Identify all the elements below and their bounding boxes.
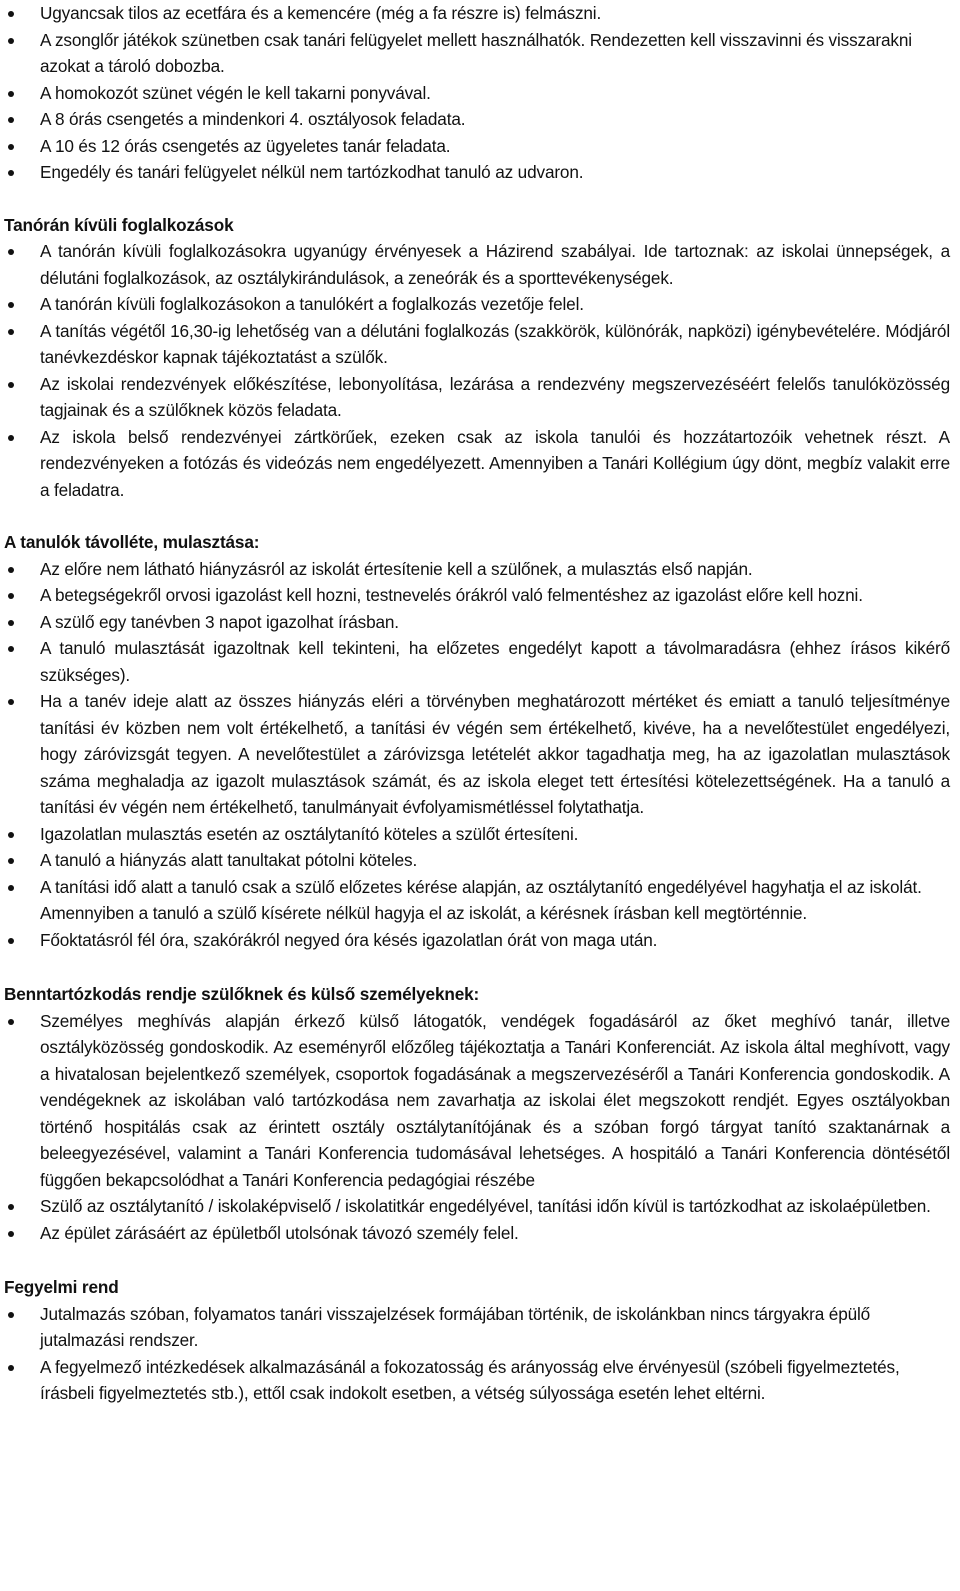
list-item: Személyes meghívás alapján érkező külső látogatók, vendégek fogadásáról az őket meghívó tanár, illetve osztályközösség gondoskodik. Az eseményről előzőleg tájékoztatja a Tanári Konferenciát. Az iskola által meghívott, vagy a hivatalosan bejelentkező személyek, csoportok fogadásának a megszervezéséről a Tanári Konferencia gondoskodik. A vendégeknek az iskolában való tartózkodása nem zavarhatja az iskolai élet megszokott rendjét. Egyes osztályokban történő hospitálás csak az érintett osztály osztálytanítójának és a szóban forgó tárgyat tanító szaktanárnak a beleegyezésével, valamint a Tanári Konferencia tudomásával lehetséges. A hospitáló a Tanári Konferencia döntésétől függően bekapcsolódhat a Tanári Konferencia pedagógiai részébe [0,1008,960,1194]
list-item: Igazolatlan mulasztás esetén az osztálytanító köteles a szülőt értesíteni. [0,821,960,848]
list-item: Szülő az osztálytanító / iskolaképviselő / iskolatitkár engedélyével, tanítási időn kívül is tartózkodhat az iskolaépületben. [0,1193,960,1220]
visitors-list [0,1008,960,1247]
list-item: Az előre nem látható hiányzásról az iskolát értesítenie kell a szülőnek, a mulasztás első napján. [0,556,960,583]
absence-list [0,556,960,954]
list-item: A 8 órás csengetés a mindenkori 4. osztályosok feladata. [0,106,960,133]
list-item: Az épület zárásáért az épületből utolsónak távozó személy felel. [0,1220,960,1247]
list-item: Engedély és tanári felügyelet nélkül nem tartózkodhat tanuló az udvaron. [0,159,960,186]
list-item: A tanórán kívüli foglalkozásokon a tanulókért a foglalkozás vezetője felel. [0,291,960,318]
list-item: A zsonglőr játékok szünetben csak tanári felügyelet mellett használhatók. Rendezetten kell visszavinni és visszarakni azokat a tároló dobozba. [0,27,960,80]
section-heading-visitors: Benntartózkodás rendje szülőknek és külső személyeknek: [4,984,480,1004]
list-item: Az iskolai rendezvények előkészítése, lebonyolítása, lezárása a rendezvény megszervezéséért felelős tanulóközösség tagjainak és a szülőknek közös feladata. [0,371,960,424]
list-item: Főoktatásról fél óra, szakórákról negyed óra késés igazolatlan órát von maga után. [0,927,960,954]
list-item: A tanórán kívüli foglalkozásokra ugyanúgy érvényesek a Házirend szabályai. Ide tartoznak: az iskolai ünnepségek, a délutáni foglalkozások, az osztálykirándulások, a zeneórák és a sporttevékenységek. [0,238,960,291]
list-item: Jutalmazás szóban, folyamatos tanári visszajelzések formájában történik, de iskolánkban nincs tárgyakra épülő jutalmazási rendszer. [0,1301,960,1354]
section-heading-extracurricular: Tanórán kívüli foglalkozások [4,214,234,235]
section-heading-discipline: Fegyelmi rend [4,1277,119,1297]
list-item: A homokozót szünet végén le kell takarni ponyvával. [0,80,960,107]
list-item: A 10 és 12 órás csengetés az ügyeletes tanár feladata. [0,133,960,160]
playground-rules-list [0,0,960,186]
list-item: A szülő egy tanévben 3 napot igazolhat írásban. [0,609,960,636]
list-item: Ugyancsak tilos az ecetfára és a kemencére (még a fa részre is) felmászni. [0,0,960,27]
list-item: A tanítási idő alatt a tanuló csak a szülő előzetes kérése alapján, az osztálytanító engedélyével hagyhatja el az iskolát. Amennyiben a tanuló a szülő kísérete nélkül hagyja el az iskolát, a kérésnek írásban kell megtörténnie. [0,874,960,927]
list-item: Az iskola belső rendezvényei zártkörűek, ezeken csak az iskola tanulói és hozzátartozóik vehetnek részt. A rendezvényeken a fotózás és videózás nem engedélyezett. Amennyiben a Tanári Kollégium úgy dönt, megbíz valakit erre a feladatra. [0,424,960,504]
extracurricular-list [0,238,960,503]
list-item: Ha a tanév ideje alatt az összes hiányzás eléri a törvényben meghatározott mértéket és emiatt a tanuló teljesítménye tanítási év közben nem volt értékelhető, a tanítási év végén sem értékelhető, kivéve, ha a nevelőtestület engedélyezi, hogy záróvizsgát tegyen. A nevelőtestület a záróvizsga letételét akkor tagadhatja meg, ha az igazolatlan mulasztások száma meghaladja az igazolt mulasztások számát, és az iskola eleget tett értesítési kötelezettségének. Ha a tanuló a tanítási év végén nem értékelhető, tanulmányait évfolyamismétléssel folytathatja. [0,688,960,821]
list-item: A tanuló a hiányzás alatt tanultakat pótolni köteles. [0,847,960,874]
list-item: A tanuló mulasztását igazoltnak kell tekinteni, ha előzetes engedélyt kapott a távolmaradásra (ehhez írásos kikérő szükséges). [0,635,960,688]
list-item: A fegyelmező intézkedések alkalmazásánál a fokozatosság és arányosság elve érvényesül (szóbeli figyelmeztetés, írásbeli figyelmeztetés stb.), ettől csak indokolt esetben, a vétség súlyossága esetén lehet eltérni. [0,1354,960,1407]
discipline-list [0,1301,960,1407]
section-heading-absence: A tanulók távolléte, mulasztása: [4,532,260,552]
list-item: A tanítás végétől 16,30-ig lehetőség van a délutáni foglalkozás (szakkörök, különórák, napközi) igénybevételére. Módjáról tanévkezdéskor kapnak tájékoztatást a szülők. [0,318,960,371]
list-item: A betegségekről orvosi igazolást kell hozni, testnevelés órákról való felmentéshez az igazolást előre kell hozni. [0,582,960,609]
